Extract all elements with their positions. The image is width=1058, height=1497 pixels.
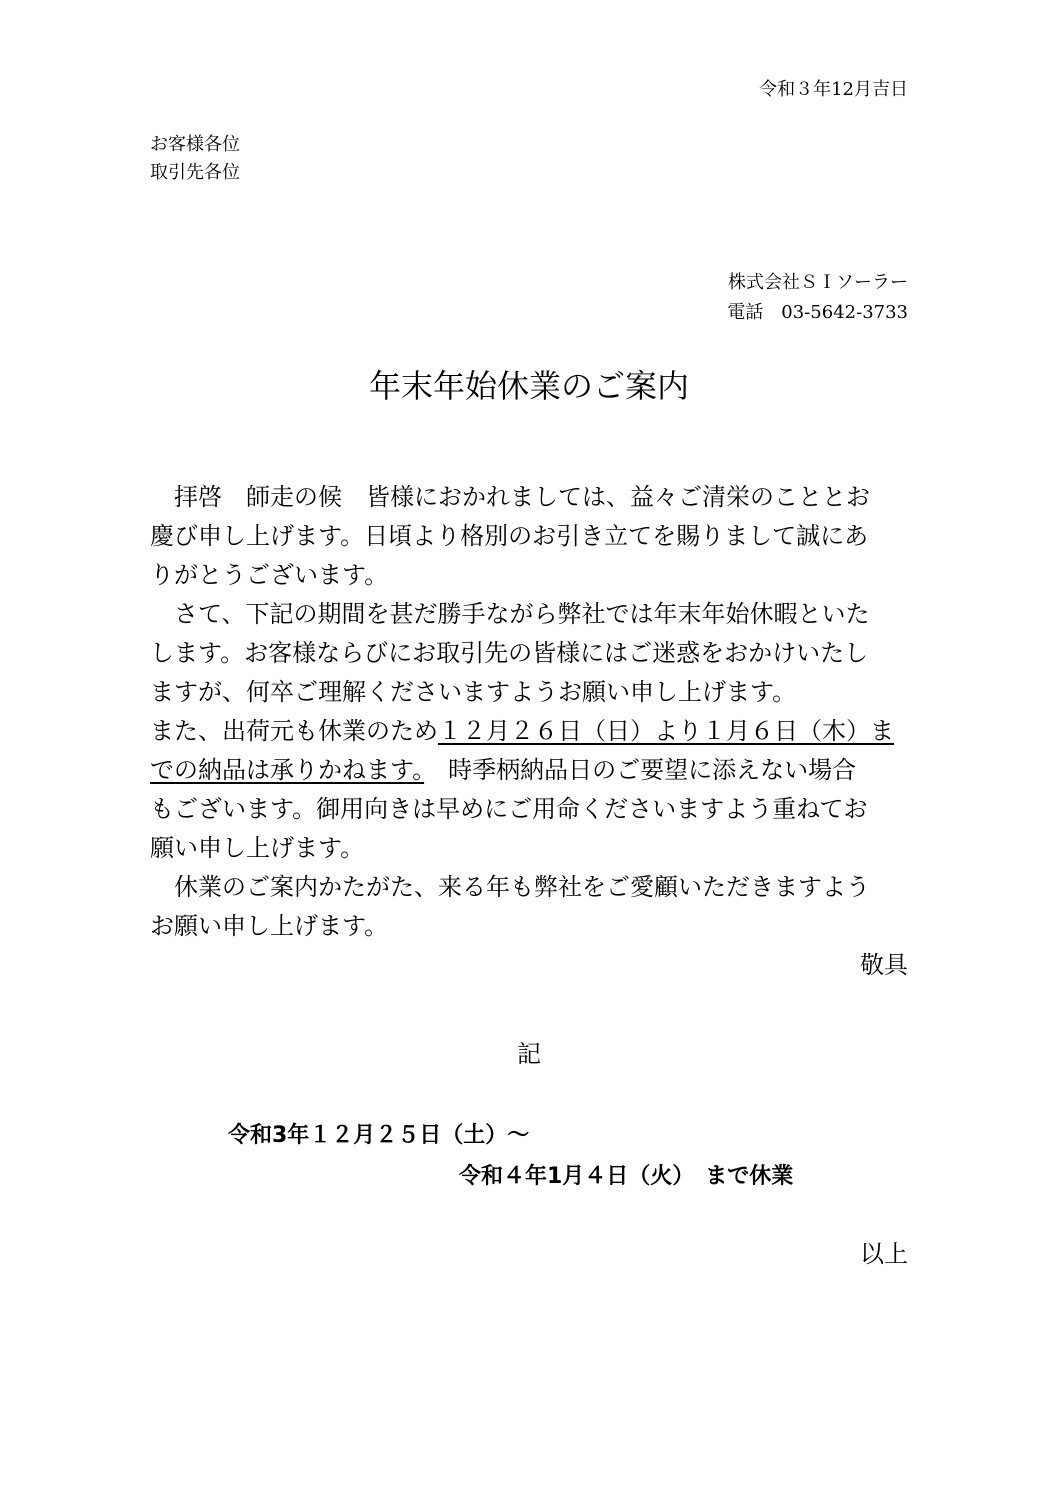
company-phone: 電話 03-5642-3733: [727, 302, 908, 323]
recipient-partners: 取引先各位: [150, 162, 240, 183]
shipping-closure-dates: １２月２６日（日）より１月６日（木）ま: [438, 717, 894, 745]
body-line-3: りがとうございます。: [150, 561, 389, 589]
delivery-notice-suffix: 時季柄納品日のご要望に添えない場合: [424, 756, 857, 784]
body-line-7: [150, 713, 894, 749]
body-line-8: [150, 752, 856, 788]
page-title: 年末年始休業のご案内: [368, 367, 689, 405]
body-line-11: 休業のご案内かたがた、来る年も弊社をご愛顧いただきますよう: [150, 873, 870, 901]
shipping-notice-prefix: また、出荷元も休業のため: [150, 717, 438, 745]
closure-period-end: 令和４年1月４日（火） まで休業: [459, 1164, 794, 1189]
body-line-1: 拝啓 師走の候 皆様におかれましては、益々ご清栄のこととお: [150, 483, 870, 511]
body-line-2: 慶び申し上げます。日頃より格別のお引き立てを賜りまして誠にあ: [150, 522, 869, 550]
body-line-5: します。お客様ならびにお取引先の皆様にはご迷惑をおかけいたし: [150, 639, 869, 667]
body-line-10: 願い申し上げます。: [150, 834, 365, 862]
body-line-4: さて、下記の期間を甚だ勝手ながら弊社では年末年始休暇といた: [150, 600, 870, 628]
record-heading: 記: [517, 1040, 541, 1068]
body-line-6: ますが、何卒ご理解くださいますようお願い申し上げます。: [150, 678, 797, 706]
document-date: 令和３年12月吉日: [759, 79, 908, 100]
body-line-12: お願い申し上げます。: [150, 912, 389, 940]
body-line-9: もございます。御用向きは早めにご用命くださいますよう重ねてお: [150, 795, 868, 823]
closure-period-start: 令和3年１２月２５日（土）～: [228, 1123, 530, 1148]
closing-keigu: 敬具: [860, 951, 908, 979]
company-name: 株式会社ＳＩソーラー: [728, 272, 908, 293]
end-mark: 以上: [860, 1240, 908, 1268]
recipient-customers: お客様各位: [150, 134, 240, 155]
delivery-not-accepted: での納品は承りかねます。: [150, 756, 425, 784]
